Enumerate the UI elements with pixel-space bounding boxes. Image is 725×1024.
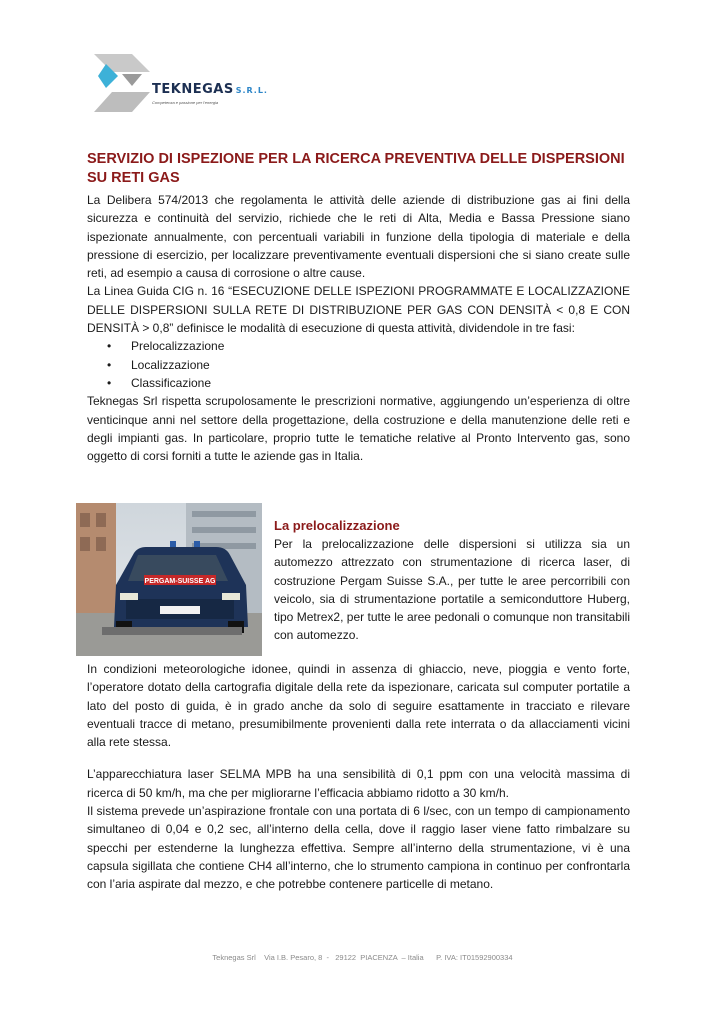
list-item: • Prelocalizzazione [107,337,630,355]
paragraph-linea-guida: La Linea Guida CIG n. 16 “ESECUZIONE DELLE ISPEZIONI PROGRAMMATE E LOCALIZZAZIONE DELLE DISPERSIONI SULLA RETE DI DISTRIBUZIONE PER GAS CON DENSITÀ < 0,8 E CON DENSITÀ > 0,8” definisce le modalità di esecuzione di questa attività, dividendole in tre fasi: [87,284,630,336]
vehicle-stripe-label: PERGAM-SUISSE AG [144,578,216,585]
page-footer: Teknegas Srl Via I.B. Pesaro, 8 - 29122 PIACENZA – Italia P. IVA: IT01592900334 [212,953,513,962]
prelocalizzazione-section [274,517,630,645]
intro-section [87,150,630,465]
phases-list [87,337,630,392]
logo-mark-icon [92,52,152,114]
page-title: SERVIZIO DI ISPEZIONE PER LA RICERCA PREVENTIVA DELLE DISPERSIONI SU RETI GAS [87,151,625,186]
logo-wordmark: TEKNEGAS S.R.L. [152,82,268,97]
paragraph-sistema: Il sistema prevede un’aspirazione frontale con una portata di 6 l/sec, con un tempo di campionamento simultaneo di 0,04 e 0,2 sec, all’interno della cella, dove il raggio laser viene fatto rimbalzare su specchi per estenderne la lunghezza effettiva. Sempre all’interno della strumentazione, vi è una capsula sigillata che contiene CH4 all’interno, che lo strumento campiona in continuo per confrontarla con l’aria aspirate dal mezzo, e che potrebbe contenere particelle di metano. [87,804,630,892]
logo-tagline: Competenza e passione per l'energia [152,100,219,105]
paragraph-prelocalizzazione: Per la prelocalizzazione delle dispersioni si utilizza sia un automezzo attrezzato con strumentazione di ricerca laser, di costruzione Pergam Suisse S.A., per tutte le aree percorribili con veicolo, sia di strumentazione portatile a semiconduttore Huberg, tipo Metrex2, per tutte le aree pedonali o comunque non transitabili con automezzo. [274,537,630,643]
paragraph-teknegas: Teknegas Srl rispetta scrupolosamente le prescrizioni normative, aggiungendo un’esperienza di oltre venticinque anni nel settore della progettazione, della costruzione e della manutenzione delle reti e degli impianti gas. In particolare, proprio tutte le tematiche relative al Pronto Intervento gas, sono oggetto di corsi forniti a tutte le aziende gas in Italia. [87,394,630,464]
list-item: • Classificazione [107,374,630,392]
inspection-vehicle-photo [76,503,262,656]
details-section [87,660,630,894]
paragraph-selma: L’apparecchiatura laser SELMA MPB ha una sensibilità di 0,1 ppm con una velocità massima di ricerca di 50 km/h, ma che per migliorarne l’efficacia abbiamo ridotto a 30 km/h. [87,767,630,800]
section-title: La prelocalizzazione [274,518,400,533]
paragraph-condizioni: In condizioni meteorologiche idonee, quindi in assenza di ghiaccio, neve, pioggia e vento forte, l’operatore dotato della cartografia digitale della rete da ispezionare, caricata sul computer portatile a lato del posto di guida, è in grado anche da solo di seguire esattamente in tracciato e rilevare eventuali tracce di metano, presumibilmente provenienti dalla rete interrata o da allacciamenti vicini alla rete stessa. [87,662,630,750]
paragraph-delibera: La Delibera 574/2013 che regolamenta le attività delle aziende di distribuzione gas ai fini della sicurezza e continuità del servizio, richiede che le reti di Alta, Media e Bassa Pressione siano ispezionate annualmente, con percentuali variabili in funzione della tipologia di materiale e della pressione di esercizio, per localizzare preventivamente eventuali dispersioni che si siano create sulle reti, ad esempio a causa di corrosione o altre cause. [87,193,630,281]
list-item: • Localizzazione [107,356,630,374]
company-logo [92,52,292,114]
